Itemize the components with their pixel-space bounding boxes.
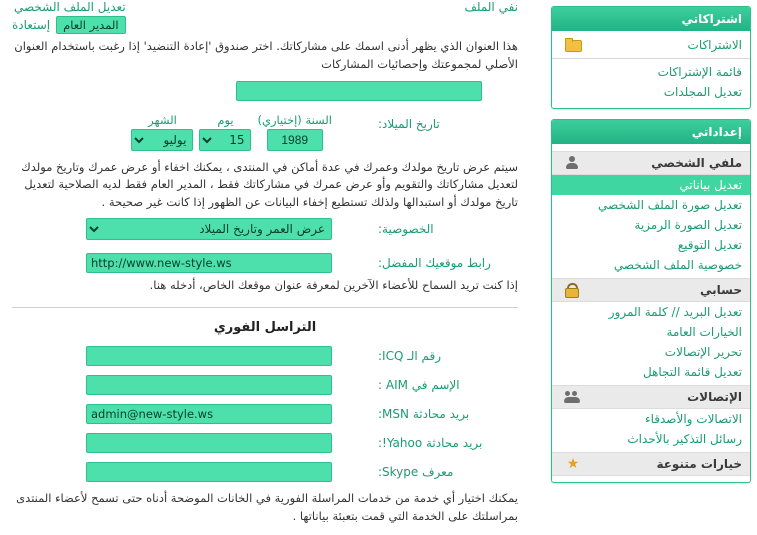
sidebar-item-subscription-list[interactable] [552, 62, 750, 82]
sidebar-section-my-profile [552, 151, 750, 175]
msn-input[interactable] [86, 404, 332, 424]
sidebar-item-subscriptions[interactable] [552, 35, 750, 59]
panel-settings [551, 119, 751, 483]
sidebar-item-edit-email-password[interactable] [552, 302, 750, 322]
sidebar-section-contacts [552, 385, 750, 409]
yahoo-row [0, 430, 530, 453]
dob-day-select[interactable] [199, 129, 251, 151]
privacy-row [0, 216, 530, 240]
custom-title-hint: هذا العنوان الذي يظهر أدنى اسمك على مشاركاتك. اختر صندوق 'إعادة التنضيد' إذا رغبت باستخدام العنوان الأصلي لمجموعتك وإحصائيات المشاركات [14, 39, 518, 71]
sidebar-item-label: الاشتراكات [687, 38, 742, 52]
form-top-tabs [0, 0, 530, 14]
sidebar-item-label: تعديل صورة الملف الشخصي [598, 198, 742, 212]
homepage-label: رابط موقعيك المفضل: [378, 256, 491, 271]
sidebar-item-event-reminders[interactable] [552, 429, 750, 449]
sidebar-item-edit-ignore-list[interactable] [552, 362, 750, 382]
sidebar-item-label: رسائل التذكير بالأحداث [627, 432, 742, 446]
sidebar-item-label: تعديل بياناتي [679, 178, 742, 192]
sidebar-item-label: تعديل التوقيع [677, 238, 742, 252]
sidebar-item-contacts-friends[interactable] [552, 409, 750, 429]
skype-input[interactable] [86, 462, 332, 482]
panel-subscriptions [551, 6, 751, 109]
dob-year-group [257, 113, 332, 151]
sidebar-item-label: الاتصالات والأصدقاء [644, 412, 742, 426]
sidebar-item-label: تعديل قائمة التجاهل [642, 365, 742, 379]
custom-title-input[interactable] [236, 81, 482, 101]
sidebar-item-label: تحرير الإتصالات [664, 345, 742, 359]
tab-label-right[interactable]: نفي الملف [464, 0, 518, 14]
sidebar-item-edit-signature[interactable] [552, 235, 750, 255]
dob-hint: سيتم عرض تاريخ مولدك وعمرك في عدة أماكن في المنتدى ، يمكنك اخفاء أو عرض عمرك وتاريخ مولدك لتعديل مشاركاتك والتقويم وأو عرض عمرك في مشاركاتك فقط ، المدير العام فقط لديه الصلاحية لتعديل تاريخ مولدك أو استبدالها ولذلك تستطيع إخفاء البيانات عن الظهور إذا كانت غير صحيحة . [21, 159, 518, 210]
sidebar-section-label: الإتصالات [687, 390, 742, 404]
sidebar-section-misc-options [552, 452, 750, 476]
group-icon [565, 390, 581, 404]
dob-month-select[interactable] [131, 129, 193, 151]
section-divider [12, 307, 518, 308]
dob-row [0, 111, 530, 151]
folder-icon [565, 38, 581, 52]
sidebar-item-edit-avatar[interactable] [552, 215, 750, 235]
skype-label: معرف Skype: [378, 464, 454, 479]
restore-label[interactable]: إستعادة [12, 18, 51, 32]
sidebar-item-edit-details[interactable] [552, 175, 750, 195]
sidebar-item-label: تعديل المجلدات [663, 85, 742, 99]
privacy-label: الخصوصية: [378, 222, 434, 237]
sidebar-item-edit-folders[interactable] [552, 82, 750, 102]
homepage-input[interactable] [86, 253, 332, 273]
yahoo-input[interactable] [86, 433, 332, 453]
dob-year-input[interactable] [267, 129, 323, 151]
lock-icon [565, 283, 581, 297]
panel-settings-title: إعداداتي [552, 120, 750, 144]
aim-row [0, 372, 530, 395]
sidebar-item-label: قائمة الإشتراكات [657, 65, 742, 79]
sidebar [551, 6, 751, 493]
skype-row [0, 459, 530, 482]
dob-month-caption: الشهر [148, 112, 177, 127]
sidebar-section-my-account [552, 278, 750, 302]
sidebar-item-label: تعديل الصورة الرمزية [634, 218, 742, 232]
homepage-row [0, 250, 530, 273]
sidebar-item-edit-contacts[interactable] [552, 342, 750, 362]
aim-label: الإسم في AIM : [378, 377, 460, 392]
restore-usergroup-pill: المدير العام [56, 16, 125, 34]
sidebar-section-label: خيارات متنوعة [656, 457, 742, 471]
homepage-hint: إذا كنت تريد السماح للأعضاء الآخرين لمعرفة عنوان موقعك الخاص، أدخله هنا. [149, 278, 518, 293]
im-section-title: التراسل الفوري [213, 319, 317, 335]
icq-input[interactable] [86, 346, 332, 366]
sidebar-item-label: الخيارات العامة [666, 325, 742, 339]
panel-subscriptions-body [552, 31, 750, 108]
custom-title-row [0, 78, 530, 101]
sidebar-section-label: حسابي [699, 283, 742, 297]
sidebar-section-label: ملفي الشخصي [651, 156, 742, 170]
msn-row [0, 401, 530, 424]
restore-row [0, 16, 530, 34]
yahoo-label: بريد محادثة Yahoo!: [378, 435, 483, 450]
icq-label: رقم الـ ICQ: [378, 348, 442, 363]
im-hint: يمكنك اختيار أي خدمة من خدمات المراسلة الفورية في الخانات الموضحة أدناه حتى تسمح لأعضاء المنتدى بمراسلتك على الخدمة التي قمت بتعبئة بياناتها . [16, 490, 518, 523]
panel-subscriptions-title: اشتراكاتي [552, 7, 750, 31]
sidebar-item-label: خصوصية الملف الشخصي [613, 258, 742, 272]
dob-label: تاريخ الميلاد: [378, 116, 440, 131]
dob-day-caption: يوم [217, 112, 234, 127]
star-icon: ★ [566, 456, 580, 472]
dob-month-group [131, 113, 193, 151]
aim-input[interactable] [86, 375, 332, 395]
dob-day-group [199, 113, 251, 151]
msn-label: بريد محادثة MSN: [378, 406, 470, 421]
panel-settings-body [552, 144, 750, 482]
tab-label-left[interactable]: تعديل الملف الشخصي [14, 0, 126, 14]
dob-year-caption: السنة (إختياري) [257, 112, 332, 127]
person-icon [565, 156, 581, 170]
icq-row [0, 343, 530, 366]
sidebar-item-general-options[interactable] [552, 322, 750, 342]
sidebar-item-profile-privacy[interactable] [552, 255, 750, 275]
privacy-select[interactable] [86, 218, 332, 240]
sidebar-item-edit-profile-picture[interactable] [552, 195, 750, 215]
sidebar-item-label: تعديل البريد // كلمة المرور [608, 305, 742, 319]
